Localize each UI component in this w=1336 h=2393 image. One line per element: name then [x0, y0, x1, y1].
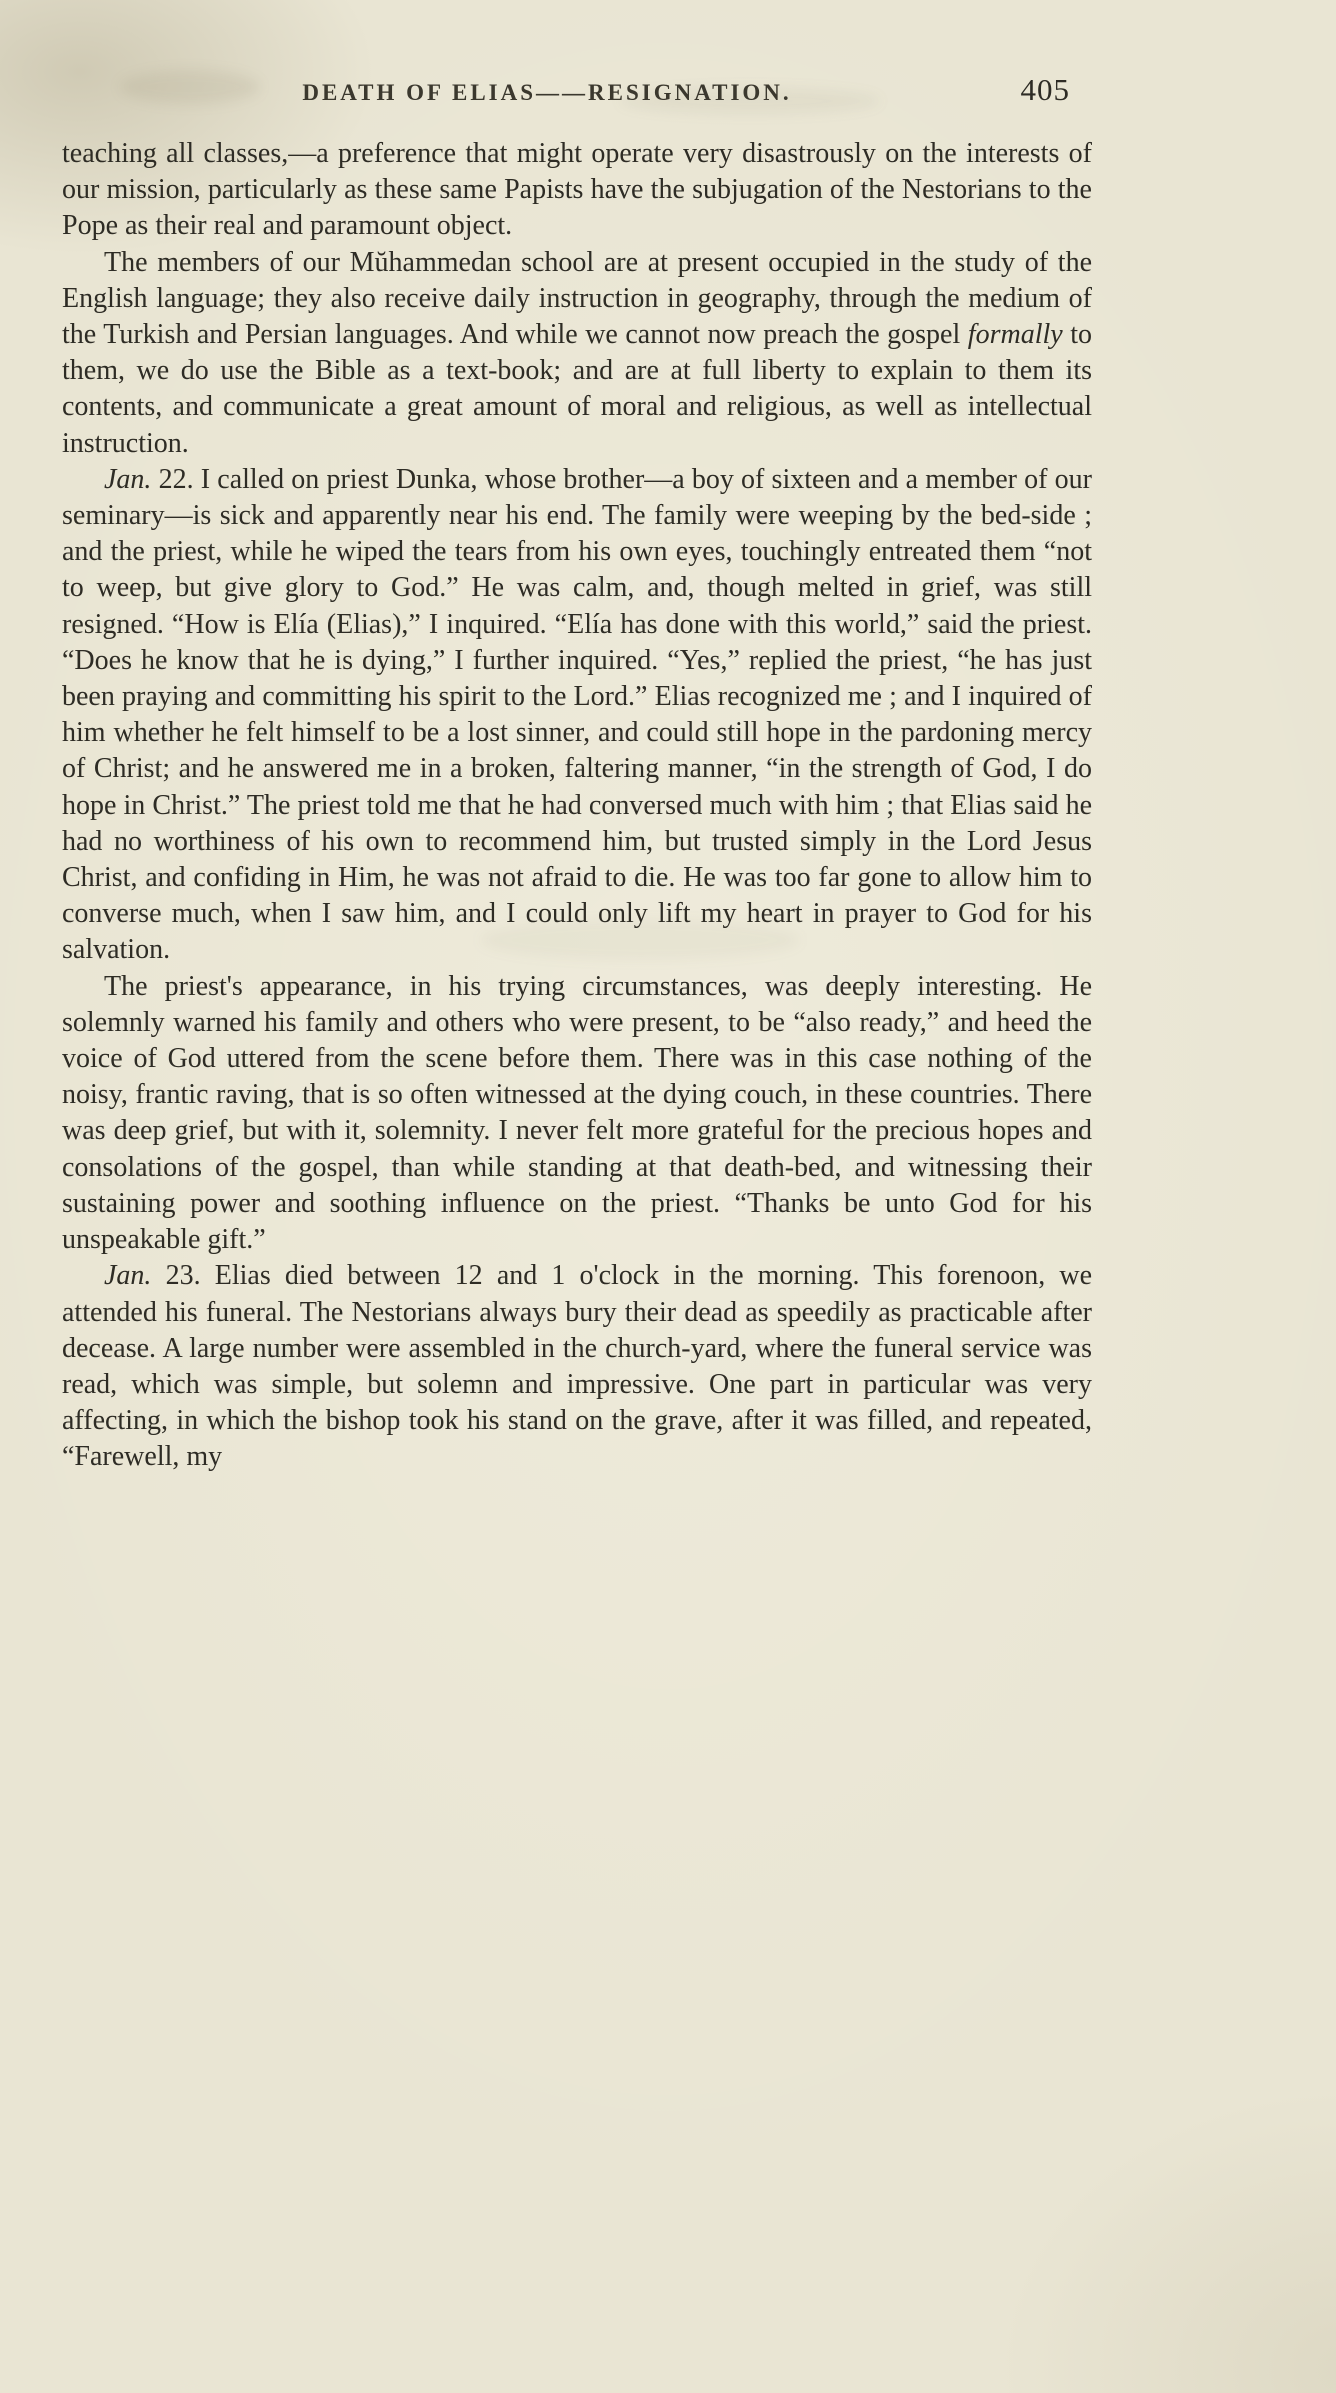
italic-text-run: Jan.	[104, 1260, 152, 1292]
paragraph	[62, 1258, 1092, 1475]
page-number: 405	[1020, 72, 1070, 107]
italic-text-run: formally	[967, 319, 1063, 351]
text-run: to them, we do use the Bible as a text-book; and are at full liberty to explain to them its contents, and communicate a great amount of moral and religious, as well as intellectual instruction.	[62, 319, 1092, 459]
text-run: 22. I called on priest Dunka, whose brother—a boy of sixteen and a member of our seminary—is sick and apparently near his end. The family were weeping by the bed-side ; and the priest, while he wiped the tears from his own eyes, touchingly entreated them “not to weep, but give glory to God.” He was calm, and, though melted in grief, was still resigned. “How is Elía (Elias),” I inquired. “Elía has done with this world,” said the priest. “Does he know that he is dying,” I further inquired. “Yes,” replied the priest, “he has just been praying and committing his spirit to the Lord.” Elias recognized me ; and I inquired of him whether he felt himself to be a lost sinner, and could still hope in the pardoning mercy of Christ; and he answered me in a broken, faltering manner, “in the strength of God, I do hope in Christ.” The priest told me that he had conversed much with him ; that Elias said he had no worthiness of his own to recommend him, but trusted simply in the Lord Jesus Christ, and confiding in Him, he was not afraid to die. He was too far gone to allow him to converse much, when I saw him, and I could only lift my heart in prayer to God for his salvation.	[62, 463, 1092, 966]
text-run: teaching all classes,—a preference that might operate very disastrously on the interests of our mission, particularly as these same Papists have the subjugation of the Nestorians to the Pope as their real and paramount object.	[62, 138, 1092, 242]
text-run: The members of our Mŭhammedan school are at present occupied in the study of the English language; they also receive daily instruction in geography, through the medium of the Turkish and Persian languages. And while we cannot now preach the gospel	[62, 246, 1092, 351]
running-title: DEATH OF ELIAS——RESIGNATION.	[302, 80, 792, 105]
text-run: 23. Elias died between 12 and 1 o'clock in the morning. This forenoon, we attended his funeral. The Nestorians always bury their dead as speedily as practicable after decease. A large number were assembled in the church-yard, where the funeral service was read, which was simple, but solemn and impressive. One part in particular was very affecting, in which the bishop took his stand on the grave, after it was filled, and repeated, “Farewell, my	[62, 1260, 1092, 1473]
paragraph	[62, 969, 1092, 1259]
paragraph	[62, 136, 1092, 245]
paragraph	[62, 245, 1092, 462]
italic-text-run: Jan.	[104, 463, 152, 495]
page-body	[62, 136, 1092, 1476]
paragraph	[62, 462, 1092, 969]
page-header	[62, 72, 1092, 120]
text-run: The priest's appearance, in his trying circumstances, was deeply interesting. He solemnly warned his family and others who were present, to be “also ready,” and heed the voice of God uttered from the scene before them. There was in this case nothing of the noisy, frantic raving, that is so often witnessed at the dying couch, in these countries. There was deep grief, but with it, solemnity. I never felt more grateful for the precious hopes and consolations of the gospel, than while standing at that death-bed, and witnessing their sustaining power and soothing influence on the priest. “Thanks be unto God for his unspeakable gift.”	[62, 970, 1092, 1256]
